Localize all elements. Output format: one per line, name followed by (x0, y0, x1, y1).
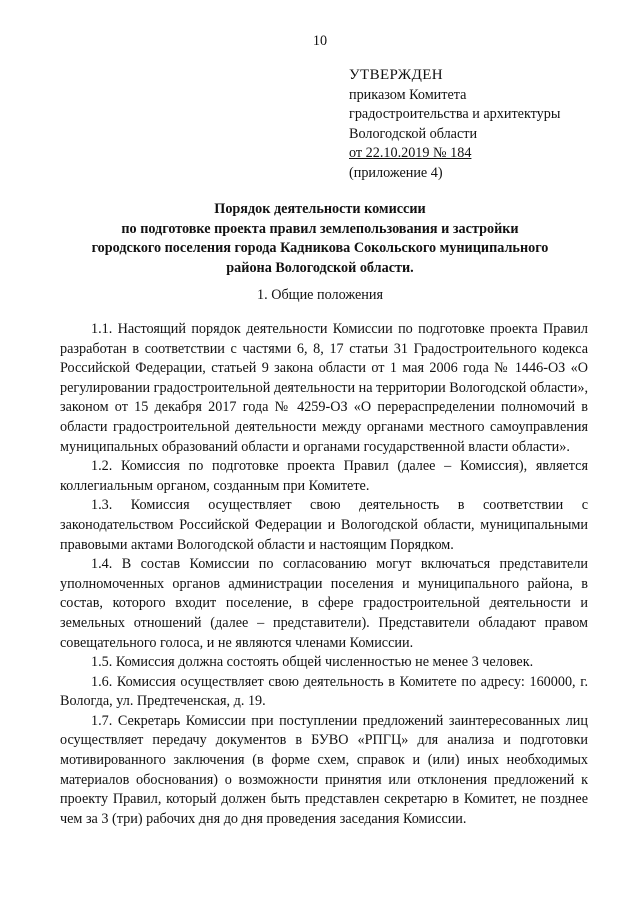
approval-line-2: градостроительства и архитектуры (349, 106, 561, 123)
paragraph-1-6: 1.6. Комиссия осуществляет свою деятельность в Комитете по адресу: 160000, г. Вологда, ул. Предтеченская, д. 19. (60, 673, 588, 710)
section-heading: 1. Общие положения (257, 287, 383, 303)
page-number: 10 (312, 33, 328, 49)
approval-stamp (349, 66, 619, 184)
approval-line-1: приказом Комитета (349, 86, 467, 103)
approval-heading: УТВЕРЖДЕН (349, 67, 444, 83)
paragraph-1-3: 1.3. Комиссия осуществляет свою деятельность в соответствии с законодательством Российской Федерации и Вологодской области, муниципальными правовыми актами Вологодской области и настоящим Порядком. (60, 497, 588, 553)
title-line-4: района Вологодской области. (226, 259, 414, 276)
paragraph-1-4: 1.4. В состав Комиссии по согласованию могут включаться представители уполномоченных органов администрации поселения и муниципального района, в состав, которого входит поселение, в сфере градостроительной деятельности и земельных отношений (далее – представители). Представители обладают правом совещательного голоса, и не являются членами Комиссии. (60, 556, 588, 651)
paragraph-1-7: 1.7. Секретарь Комиссии при поступлении предложений заинтересованных лиц осуществляет передачу документов в БУВО «РПГЦ» для анализа и подготовки мотивированного заключения (в форме схем, справок и (или) иных необходимых материалов обоснования) о возможности принятия или отклонения предложений к проекту Правил, который должен быть представлен секретарю в Комитет, не позднее чем за 3 (три) рабочих дня до дня проведения заседания Комиссии. (60, 712, 588, 827)
approval-appendix: (приложение 4) (349, 164, 443, 181)
document-body (60, 320, 588, 829)
paragraph-1-2: 1.2. Комиссия по подготовке проекта Правил (далее – Комиссия), является коллегиальным органом, созданным при Комитете. (60, 458, 588, 494)
document-title (60, 200, 580, 278)
approval-line-3: Вологодской области (349, 125, 478, 142)
approval-order-date: от 22.10.2019 № 184 (349, 145, 472, 162)
title-line-1: Порядок деятельности комиссии (214, 201, 426, 217)
title-line-3: городского поселения города Кадникова Сокольского муниципального (91, 240, 549, 257)
title-line-2: по подготовке проекта правил землепользования и застройки (121, 220, 519, 237)
paragraph-1-5: 1.5. Комиссия должна состоять общей численностью не менее 3 человек. (91, 654, 534, 671)
paragraph-1-1: 1.1. Настоящий порядок деятельности Комиссии по подготовке проекта Правил разработан в соответствии с частями 6, 8, 17 статьи 31 Градостроительного кодекса Российской Федерации, статьей 9 закона области от 1 мая 2006 года № 1446-ОЗ «О регулировании градостроительной деятельности на территории Вологодской области», законом от 15 декабря 2017 года № 4259-ОЗ «О перераспределении полномочий в области градостроительной деятельности между органами местного самоуправления муниципальных образований области и органами государственной власти области». (60, 321, 588, 455)
